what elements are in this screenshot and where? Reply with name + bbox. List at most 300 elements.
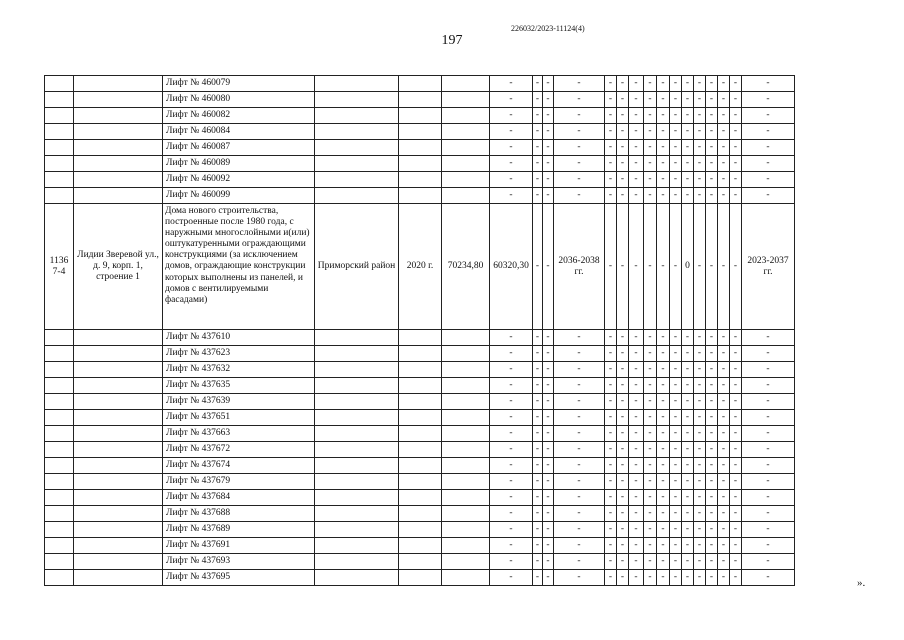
table-cell: - xyxy=(629,378,644,394)
table-cell xyxy=(45,538,74,554)
table-cell: - xyxy=(742,378,795,394)
table-cell: - xyxy=(533,204,543,330)
table-cell: - xyxy=(670,172,682,188)
table-cell: - xyxy=(644,204,657,330)
table-cell: - xyxy=(657,156,670,172)
table-cell: - xyxy=(644,172,657,188)
table-cell: - xyxy=(617,140,629,156)
table-cell: - xyxy=(490,330,533,346)
table-cell: - xyxy=(617,92,629,108)
table-cell xyxy=(74,506,163,522)
table-cell xyxy=(442,156,490,172)
table-cell xyxy=(45,554,74,570)
table-cell: - xyxy=(490,538,533,554)
table-cell: - xyxy=(694,362,706,378)
table-cell: - xyxy=(670,188,682,204)
table-cell xyxy=(74,442,163,458)
table-cell: - xyxy=(657,172,670,188)
table-cell: - xyxy=(617,474,629,490)
table-cell: - xyxy=(694,410,706,426)
table-cell: - xyxy=(490,570,533,586)
building-address: Лидии Зверевой ул., д. 9, корп. 1, строение 1 xyxy=(74,204,163,330)
table-cell xyxy=(74,330,163,346)
table-cell: - xyxy=(706,410,718,426)
table-cell: - xyxy=(533,362,543,378)
table-cell xyxy=(74,346,163,362)
table-cell: - xyxy=(617,394,629,410)
table-cell xyxy=(442,76,490,92)
table-cell xyxy=(74,458,163,474)
table-cell: - xyxy=(694,346,706,362)
table-cell: - xyxy=(617,506,629,522)
table-cell xyxy=(442,378,490,394)
table-cell: - xyxy=(617,538,629,554)
table-cell: - xyxy=(694,474,706,490)
table-cell: - xyxy=(605,538,617,554)
table-cell xyxy=(74,124,163,140)
table-cell: - xyxy=(605,410,617,426)
table-cell: - xyxy=(730,570,742,586)
table-cell: - xyxy=(554,76,605,92)
table-cell: - xyxy=(694,442,706,458)
table-cell: - xyxy=(694,426,706,442)
table-cell: - xyxy=(644,76,657,92)
table-cell: - xyxy=(694,204,706,330)
table-cell: - xyxy=(742,108,795,124)
table-cell: - xyxy=(605,204,617,330)
table-cell xyxy=(74,474,163,490)
table-cell xyxy=(315,442,399,458)
table-cell xyxy=(399,522,442,538)
table-cell: - xyxy=(617,378,629,394)
table-cell: - xyxy=(730,362,742,378)
table-cell xyxy=(399,570,442,586)
table-cell: - xyxy=(730,442,742,458)
table-cell xyxy=(399,140,442,156)
table-cell: 0 xyxy=(682,204,694,330)
table-cell: - xyxy=(629,426,644,442)
table-cell: - xyxy=(644,394,657,410)
table-cell: - xyxy=(543,538,554,554)
table-cell: - xyxy=(730,108,742,124)
table-cell xyxy=(74,490,163,506)
table-cell: - xyxy=(670,76,682,92)
table-cell: - xyxy=(543,522,554,538)
table-cell: - xyxy=(629,188,644,204)
table-cell: - xyxy=(694,378,706,394)
elevator-name: Лифт № 437663 xyxy=(163,426,315,442)
table-cell: - xyxy=(670,554,682,570)
elevator-row xyxy=(45,490,795,506)
table-cell: - xyxy=(706,378,718,394)
table-cell: - xyxy=(490,172,533,188)
elevator-row xyxy=(45,394,795,410)
table-cell: - xyxy=(706,140,718,156)
table-cell: - xyxy=(657,204,670,330)
table-cell xyxy=(45,76,74,92)
table-cell: - xyxy=(605,92,617,108)
table-cell xyxy=(442,172,490,188)
table-cell xyxy=(315,394,399,410)
table-cell: - xyxy=(670,140,682,156)
table-cell: - xyxy=(554,522,605,538)
table-cell xyxy=(315,458,399,474)
table-cell: - xyxy=(718,92,730,108)
elevator-rows-before xyxy=(45,76,795,204)
table-cell: - xyxy=(533,570,543,586)
table-cell: - xyxy=(682,362,694,378)
main-entry xyxy=(45,204,795,330)
table-cell: - xyxy=(533,108,543,124)
table-cell: - xyxy=(718,76,730,92)
table-cell xyxy=(74,554,163,570)
table-cell: - xyxy=(730,426,742,442)
table-cell: - xyxy=(617,442,629,458)
table-cell: - xyxy=(730,92,742,108)
table-cell: - xyxy=(554,330,605,346)
table-cell: - xyxy=(670,108,682,124)
table-cell: - xyxy=(644,378,657,394)
building-description: Дома нового строительства, построенные после 1980 года, с наружными многослойными и(или) оштукатуренными ограждающими конструкциями (за исключением домов, ограждающие конструкции которых выполнены из панелей, и домов с вентилируемыми фасадами) xyxy=(163,204,315,330)
elevator-row xyxy=(45,442,795,458)
table-cell: - xyxy=(554,506,605,522)
table-cell: - xyxy=(682,490,694,506)
table-cell: - xyxy=(644,188,657,204)
table-cell: - xyxy=(670,204,682,330)
table-cell: - xyxy=(543,458,554,474)
table-cell: - xyxy=(490,442,533,458)
elevator-name: Лифт № 460087 xyxy=(163,140,315,156)
table-cell: - xyxy=(742,156,795,172)
table-cell xyxy=(442,330,490,346)
table-cell: - xyxy=(742,426,795,442)
table-cell xyxy=(45,570,74,586)
table-cell: - xyxy=(694,188,706,204)
table-cell: - xyxy=(617,156,629,172)
building-row xyxy=(45,204,795,330)
elevator-name: Лифт № 460084 xyxy=(163,124,315,140)
table-cell: - xyxy=(629,554,644,570)
table-cell: - xyxy=(657,506,670,522)
table-cell: - xyxy=(718,362,730,378)
table-cell: - xyxy=(605,76,617,92)
table-cell: - xyxy=(718,410,730,426)
table-cell: - xyxy=(682,378,694,394)
table-cell: - xyxy=(730,378,742,394)
table-cell: - xyxy=(617,172,629,188)
elevator-row xyxy=(45,172,795,188)
table-cell: - xyxy=(706,474,718,490)
table-cell: - xyxy=(543,394,554,410)
table-cell: - xyxy=(554,92,605,108)
table-cell xyxy=(315,76,399,92)
page-number: 197 xyxy=(441,33,463,48)
table-cell: - xyxy=(543,442,554,458)
table-cell xyxy=(442,188,490,204)
table-cell: - xyxy=(490,92,533,108)
table-cell: - xyxy=(617,522,629,538)
table-cell: - xyxy=(617,124,629,140)
table-cell: - xyxy=(533,346,543,362)
table-cell: - xyxy=(694,570,706,586)
total-area: 70234,80 xyxy=(442,204,490,330)
table-cell: - xyxy=(644,140,657,156)
table-cell: - xyxy=(629,490,644,506)
table-cell: - xyxy=(670,346,682,362)
table-cell: - xyxy=(554,570,605,586)
table-cell: - xyxy=(554,108,605,124)
table-cell: - xyxy=(629,458,644,474)
table-cell: - xyxy=(718,554,730,570)
elevator-row xyxy=(45,554,795,570)
table-cell: - xyxy=(694,172,706,188)
table-cell: - xyxy=(629,172,644,188)
table-cell: - xyxy=(617,410,629,426)
table-cell: - xyxy=(644,156,657,172)
table-cell xyxy=(399,124,442,140)
table-cell: - xyxy=(490,490,533,506)
table-cell: - xyxy=(657,346,670,362)
table-cell: - xyxy=(706,330,718,346)
table-cell xyxy=(74,362,163,378)
table-cell: - xyxy=(742,410,795,426)
table-cell: - xyxy=(617,570,629,586)
table-cell xyxy=(442,140,490,156)
table-cell: - xyxy=(629,522,644,538)
table-cell: - xyxy=(617,426,629,442)
elevator-name: Лифт № 437691 xyxy=(163,538,315,554)
table-cell: - xyxy=(554,124,605,140)
table-cell xyxy=(315,362,399,378)
table-cell xyxy=(74,410,163,426)
table-cell: - xyxy=(730,188,742,204)
table-cell: - xyxy=(682,140,694,156)
table-cell xyxy=(399,172,442,188)
table-cell xyxy=(442,426,490,442)
elevator-name: Лифт № 437623 xyxy=(163,346,315,362)
table-cell xyxy=(315,124,399,140)
table-cell: - xyxy=(644,522,657,538)
table-cell: - xyxy=(543,410,554,426)
table-cell: - xyxy=(605,570,617,586)
table-cell: - xyxy=(533,410,543,426)
table-cell: - xyxy=(490,346,533,362)
table-cell: - xyxy=(718,474,730,490)
table-cell: - xyxy=(644,506,657,522)
elevator-name: Лифт № 437695 xyxy=(163,570,315,586)
table-cell: - xyxy=(730,330,742,346)
table-cell: - xyxy=(730,76,742,92)
table-cell xyxy=(315,140,399,156)
table-cell: - xyxy=(682,76,694,92)
table-cell: - xyxy=(670,522,682,538)
table-cell: - xyxy=(718,522,730,538)
table-cell: - xyxy=(644,538,657,554)
table-cell: - xyxy=(543,554,554,570)
table-cell xyxy=(399,108,442,124)
table-cell xyxy=(45,188,74,204)
table-cell xyxy=(74,394,163,410)
table-cell xyxy=(399,156,442,172)
table-cell: - xyxy=(543,506,554,522)
table-cell xyxy=(399,490,442,506)
elevator-name: Лифт № 460092 xyxy=(163,172,315,188)
elevator-row xyxy=(45,410,795,426)
table-cell: - xyxy=(718,156,730,172)
table-cell xyxy=(315,156,399,172)
table-cell: - xyxy=(554,362,605,378)
table-cell xyxy=(442,522,490,538)
table-cell xyxy=(315,378,399,394)
table-cell xyxy=(399,538,442,554)
table-cell xyxy=(399,426,442,442)
table-cell: - xyxy=(617,204,629,330)
table-cell xyxy=(399,410,442,426)
table-cell: - xyxy=(490,506,533,522)
table-cell: - xyxy=(694,108,706,124)
table-cell xyxy=(399,378,442,394)
table-cell: - xyxy=(742,474,795,490)
table-cell xyxy=(45,490,74,506)
table-cell: - xyxy=(682,108,694,124)
elevator-row xyxy=(45,378,795,394)
table-cell: - xyxy=(742,442,795,458)
table-cell xyxy=(442,538,490,554)
table-cell: - xyxy=(490,426,533,442)
table-cell: - xyxy=(533,140,543,156)
table-cell xyxy=(399,474,442,490)
table-cell: - xyxy=(694,76,706,92)
table-cell: - xyxy=(730,490,742,506)
table-cell: - xyxy=(742,188,795,204)
table-cell: - xyxy=(682,346,694,362)
table-cell xyxy=(45,92,74,108)
table-cell: - xyxy=(490,522,533,538)
table-cell: - xyxy=(629,394,644,410)
table-cell: - xyxy=(730,506,742,522)
table-cell: - xyxy=(682,156,694,172)
table-cell: - xyxy=(543,172,554,188)
table-cell: - xyxy=(490,124,533,140)
table-cell xyxy=(442,474,490,490)
elevator-row xyxy=(45,538,795,554)
table-cell xyxy=(399,188,442,204)
table-cell: - xyxy=(533,506,543,522)
table-cell: - xyxy=(629,410,644,426)
table-cell: - xyxy=(694,458,706,474)
table-cell: - xyxy=(682,506,694,522)
table-cell: - xyxy=(554,156,605,172)
table-cell: - xyxy=(718,426,730,442)
elevator-row xyxy=(45,474,795,490)
table-cell: - xyxy=(657,490,670,506)
elevator-name: Лифт № 437679 xyxy=(163,474,315,490)
table-cell: - xyxy=(490,108,533,124)
table-cell: - xyxy=(657,330,670,346)
table-cell: - xyxy=(730,124,742,140)
table-cell: - xyxy=(657,394,670,410)
table-cell xyxy=(74,172,163,188)
table-cell xyxy=(315,570,399,586)
table-cell: - xyxy=(682,522,694,538)
table-cell xyxy=(74,108,163,124)
table-cell: - xyxy=(533,378,543,394)
table-cell: - xyxy=(543,124,554,140)
table-cell: - xyxy=(543,490,554,506)
table-cell: - xyxy=(543,346,554,362)
elevator-row xyxy=(45,108,795,124)
table-cell: - xyxy=(718,204,730,330)
table-cell: - xyxy=(543,474,554,490)
table-cell: - xyxy=(694,394,706,410)
table-cell: - xyxy=(490,410,533,426)
district: Приморский район xyxy=(315,204,399,330)
table-cell: 2036-2038 гг. xyxy=(554,204,605,330)
table-cell xyxy=(399,346,442,362)
elevator-name: Лифт № 437672 xyxy=(163,442,315,458)
table-cell: - xyxy=(605,124,617,140)
table-cell: - xyxy=(670,506,682,522)
table-cell: - xyxy=(605,140,617,156)
table-cell: - xyxy=(554,426,605,442)
table-cell: - xyxy=(657,570,670,586)
table-cell: - xyxy=(657,140,670,156)
table-cell: - xyxy=(629,330,644,346)
table-cell: - xyxy=(644,426,657,442)
table-cell: - xyxy=(657,410,670,426)
table-cell xyxy=(442,442,490,458)
elevator-row xyxy=(45,76,795,92)
table-cell xyxy=(45,346,74,362)
table-cell: - xyxy=(718,140,730,156)
housing-register-table xyxy=(44,75,795,586)
table-cell: - xyxy=(706,442,718,458)
table-cell: - xyxy=(706,204,718,330)
table-cell: - xyxy=(644,458,657,474)
table-cell: - xyxy=(533,442,543,458)
table-cell: - xyxy=(629,442,644,458)
table-cell: - xyxy=(543,378,554,394)
table-cell: - xyxy=(682,394,694,410)
table-cell: - xyxy=(490,378,533,394)
elevator-row xyxy=(45,522,795,538)
table-cell: - xyxy=(706,346,718,362)
table-cell: - xyxy=(657,554,670,570)
table-cell: - xyxy=(706,394,718,410)
table-cell: - xyxy=(682,124,694,140)
elevator-name: Лифт № 437674 xyxy=(163,458,315,474)
table-cell: - xyxy=(706,92,718,108)
table-cell xyxy=(399,458,442,474)
table-cell xyxy=(442,570,490,586)
elevator-name: Лифт № 460089 xyxy=(163,156,315,172)
table-cell: - xyxy=(682,426,694,442)
table-cell xyxy=(442,554,490,570)
table-cell: - xyxy=(670,442,682,458)
table-cell: - xyxy=(657,522,670,538)
elevator-name: Лифт № 460079 xyxy=(163,76,315,92)
table-cell: - xyxy=(605,442,617,458)
table-cell: - xyxy=(617,108,629,124)
table-cell xyxy=(315,92,399,108)
table-cell: - xyxy=(670,490,682,506)
table-cell xyxy=(45,330,74,346)
table-cell: - xyxy=(554,490,605,506)
table-cell: - xyxy=(718,172,730,188)
table-cell xyxy=(442,458,490,474)
table-cell: - xyxy=(742,330,795,346)
table-cell: - xyxy=(644,362,657,378)
